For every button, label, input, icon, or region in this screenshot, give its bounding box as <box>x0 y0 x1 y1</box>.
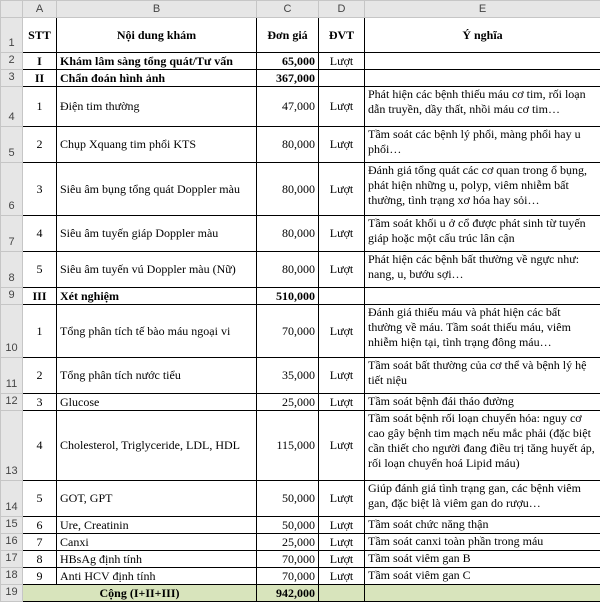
column-header-a[interactable]: A <box>23 1 57 18</box>
table-row <box>1 358 600 394</box>
select-all-corner[interactable] <box>1 1 23 18</box>
cell-unit[interactable] <box>319 70 365 87</box>
total-row <box>1 585 600 602</box>
cell-unit[interactable]: Lượt <box>319 216 365 252</box>
cell-content[interactable]: Siêu âm bụng tổng quát Doppler màu <box>57 163 257 216</box>
cell-price[interactable]: 65,000 <box>257 53 319 70</box>
column-header-d[interactable]: D <box>319 1 365 18</box>
cell-meaning[interactable]: Tầm soát bệnh rối loạn chuyển hóa: nguy cơ cao gây bệnh tim mạch nếu mắc phải (đặc biệt cần thiết cho người đang điều trị tăng huyết áp, rối loạn chuyển hoá Lipid máu) <box>365 411 600 481</box>
cell-unit[interactable]: Lượt <box>319 481 365 517</box>
row-number[interactable]: 7 <box>1 216 23 252</box>
column-header-b[interactable]: B <box>57 1 257 18</box>
cell-price[interactable]: 50,000 <box>257 517 319 534</box>
row-number[interactable]: 6 <box>1 163 23 216</box>
cell-content[interactable]: Xét nghiệm <box>57 288 257 305</box>
cell-price[interactable]: 115,000 <box>257 411 319 481</box>
table-row <box>1 288 600 305</box>
cell-price[interactable]: 80,000 <box>257 127 319 163</box>
table-row <box>1 53 600 70</box>
row-number[interactable]: 3 <box>1 70 23 87</box>
cell-meaning[interactable]: Đánh giá tổng quát các cơ quan trong ổ bụng, phát hiện những u, polyp, viêm nhiễm bất thường, tình trạng xơ hóa hay sỏi… <box>365 163 600 216</box>
cell-stt[interactable]: 2 <box>23 358 57 394</box>
cell-unit[interactable]: Lượt <box>319 517 365 534</box>
cell-content[interactable]: Canxi <box>57 534 257 551</box>
cell-stt[interactable]: III <box>23 288 57 305</box>
row-number[interactable]: 11 <box>1 358 23 394</box>
row-number[interactable]: 5 <box>1 127 23 163</box>
cell-content[interactable]: Điện tim thường <box>57 87 257 127</box>
cell-meaning[interactable]: Tầm soát bất thường của cơ thể và bệnh lý hệ tiết niệu <box>365 358 600 394</box>
cell-meaning[interactable]: Tầm soát các bệnh lý phổi, màng phổi hay u phổi… <box>365 127 600 163</box>
cell-price[interactable]: 70,000 <box>257 305 319 358</box>
cell-unit[interactable]: Lượt <box>319 305 365 358</box>
table-row <box>1 127 600 163</box>
cell-unit[interactable]: Lượt <box>319 551 365 568</box>
row-number[interactable]: 18 <box>1 568 23 585</box>
cell-stt[interactable]: 3 <box>23 163 57 216</box>
header-price[interactable]: Đơn giá <box>257 18 319 53</box>
cell-content[interactable]: Khám lâm sàng tổng quát/Tư vấn <box>57 53 257 70</box>
cell-unit[interactable]: Lượt <box>319 534 365 551</box>
cell-stt[interactable]: 1 <box>23 305 57 358</box>
row-number[interactable]: 13 <box>1 411 23 481</box>
column-header-c[interactable]: C <box>257 1 319 18</box>
cell-price[interactable]: 70,000 <box>257 568 319 585</box>
cell-content[interactable]: Siêu âm tuyến giáp Doppler màu <box>57 216 257 252</box>
column-header-e[interactable]: E <box>365 1 600 18</box>
cell-content[interactable]: Glucose <box>57 394 257 411</box>
cell-price[interactable]: 510,000 <box>257 288 319 305</box>
table-row <box>1 394 600 411</box>
cell-stt[interactable]: 4 <box>23 216 57 252</box>
row-number[interactable]: 2 <box>1 53 23 70</box>
table-row <box>1 534 600 551</box>
cell-meaning[interactable]: Tầm soát viêm gan C <box>365 568 600 585</box>
total-label[interactable]: Cộng (I+II+III) <box>23 585 257 602</box>
cell-content[interactable]: Chụp Xquang tim phổi KTS <box>57 127 257 163</box>
cell-price[interactable]: 70,000 <box>257 551 319 568</box>
cell-meaning[interactable]: Tầm soát bệnh đái tháo đường <box>365 394 600 411</box>
cell-unit[interactable] <box>319 288 365 305</box>
cell-stt[interactable]: 6 <box>23 517 57 534</box>
cell-meaning[interactable]: Tầm soát canxi toàn phần trong máu <box>365 534 600 551</box>
header-unit[interactable]: ĐVT <box>319 18 365 53</box>
table-row <box>1 568 600 585</box>
table-row <box>1 163 600 216</box>
row-number[interactable]: 4 <box>1 87 23 127</box>
cell-meaning[interactable]: Phát hiện các bệnh thiếu máu cơ tim, rối loạn dẫn truyền, dầy thất, nhồi máu cơ tim… <box>365 87 600 127</box>
table-row <box>1 70 600 87</box>
cell-stt[interactable]: 4 <box>23 411 57 481</box>
cell-stt[interactable]: 8 <box>23 551 57 568</box>
header-content[interactable]: Nội dung khám <box>57 18 257 53</box>
cell-price[interactable]: 25,000 <box>257 534 319 551</box>
table-row <box>1 216 600 252</box>
table-row <box>1 411 600 481</box>
table-row <box>1 517 600 534</box>
cell-content[interactable]: Anti HCV định tính <box>57 568 257 585</box>
table-row <box>1 305 600 358</box>
row-number[interactable]: 9 <box>1 288 23 305</box>
cell-price[interactable]: 80,000 <box>257 216 319 252</box>
cell-stt[interactable]: 2 <box>23 127 57 163</box>
cell-content[interactable]: Siêu âm tuyến vú Doppler màu (Nữ) <box>57 252 257 288</box>
row-number[interactable]: 14 <box>1 481 23 517</box>
cell-unit[interactable]: Lượt <box>319 252 365 288</box>
cell-stt[interactable]: II <box>23 70 57 87</box>
cell-meaning[interactable]: Tầm soát viêm gan B <box>365 551 600 568</box>
row-number[interactable]: 16 <box>1 534 23 551</box>
table-row <box>1 87 600 127</box>
cell-unit[interactable]: Lượt <box>319 87 365 127</box>
cell-unit[interactable]: Lượt <box>319 568 365 585</box>
table-row <box>1 481 600 517</box>
cell-price[interactable]: 47,000 <box>257 87 319 127</box>
cell-stt[interactable]: 7 <box>23 534 57 551</box>
row-number[interactable]: 17 <box>1 551 23 568</box>
cell-unit[interactable]: Lượt <box>319 127 365 163</box>
cell-unit[interactable]: Lượt <box>319 163 365 216</box>
cell-content[interactable]: Tổng phân tích nước tiểu <box>57 358 257 394</box>
cell-unit[interactable]: Lượt <box>319 53 365 70</box>
row-number[interactable]: 1 <box>1 18 23 53</box>
column-header-row <box>1 1 600 18</box>
cell-content[interactable]: Chẩn đoán hình ảnh <box>57 70 257 87</box>
cell-unit[interactable]: Lượt <box>319 358 365 394</box>
cell-content[interactable]: GOT, GPT <box>57 481 257 517</box>
cell-meaning[interactable]: Tầm soát khối u ở cổ được phát sinh từ tuyến giáp hoặc một cấu trúc lân cận <box>365 216 600 252</box>
cell-content[interactable]: Tổng phân tích tế bào máu ngoại vi <box>57 305 257 358</box>
cell-meaning[interactable] <box>365 70 600 87</box>
table-row <box>1 551 600 568</box>
row-number[interactable]: 12 <box>1 394 23 411</box>
cell-content[interactable]: HBsAg định tính <box>57 551 257 568</box>
row-number[interactable]: 15 <box>1 517 23 534</box>
cell-stt[interactable]: 3 <box>23 394 57 411</box>
table-header-row <box>1 18 600 53</box>
cell-price[interactable]: 25,000 <box>257 394 319 411</box>
cell-content[interactable]: Cholesterol, Triglyceride, LDL, HDL <box>57 411 257 481</box>
row-number[interactable]: 10 <box>1 305 23 358</box>
header-meaning[interactable]: Ý nghĩa <box>365 18 600 53</box>
cell-price[interactable]: 35,000 <box>257 358 319 394</box>
cell-price[interactable]: 50,000 <box>257 481 319 517</box>
cell-meaning[interactable] <box>365 288 600 305</box>
cell-stt[interactable]: 1 <box>23 87 57 127</box>
total-unit-cell[interactable] <box>319 585 365 602</box>
cell-meaning[interactable]: Tầm soát chức năng thận <box>365 517 600 534</box>
cell-meaning[interactable]: Đánh giá thiếu máu và phát hiện các bất thường về máu. Tầm soát thiếu máu, viêm nhiễm hiện tại, tình trạng đông máu… <box>365 305 600 358</box>
total-meaning-cell[interactable] <box>365 585 600 602</box>
cell-stt[interactable]: 5 <box>23 252 57 288</box>
total-price[interactable]: 942,000 <box>257 585 319 602</box>
cell-price[interactable]: 80,000 <box>257 252 319 288</box>
cell-stt[interactable]: I <box>23 53 57 70</box>
header-stt[interactable]: STT <box>23 18 57 53</box>
cell-stt[interactable]: 5 <box>23 481 57 517</box>
row-number[interactable]: 8 <box>1 252 23 288</box>
row-number[interactable]: 19 <box>1 585 23 602</box>
cell-unit[interactable]: Lượt <box>319 394 365 411</box>
cell-price[interactable]: 80,000 <box>257 163 319 216</box>
cell-stt[interactable]: 9 <box>23 568 57 585</box>
cell-price[interactable]: 367,000 <box>257 70 319 87</box>
cell-meaning[interactable]: Phát hiện các bệnh bất thường về ngực như: nang, u, bướu sợi… <box>365 252 600 288</box>
table-row <box>1 252 600 288</box>
cell-content[interactable]: Ure, Creatinin <box>57 517 257 534</box>
cell-unit[interactable]: Lượt <box>319 411 365 481</box>
cell-meaning[interactable]: Giúp đánh giá tình trạng gan, các bệnh viêm gan, đặc biệt là viêm gan do rượu… <box>365 481 600 517</box>
cell-meaning[interactable] <box>365 53 600 70</box>
